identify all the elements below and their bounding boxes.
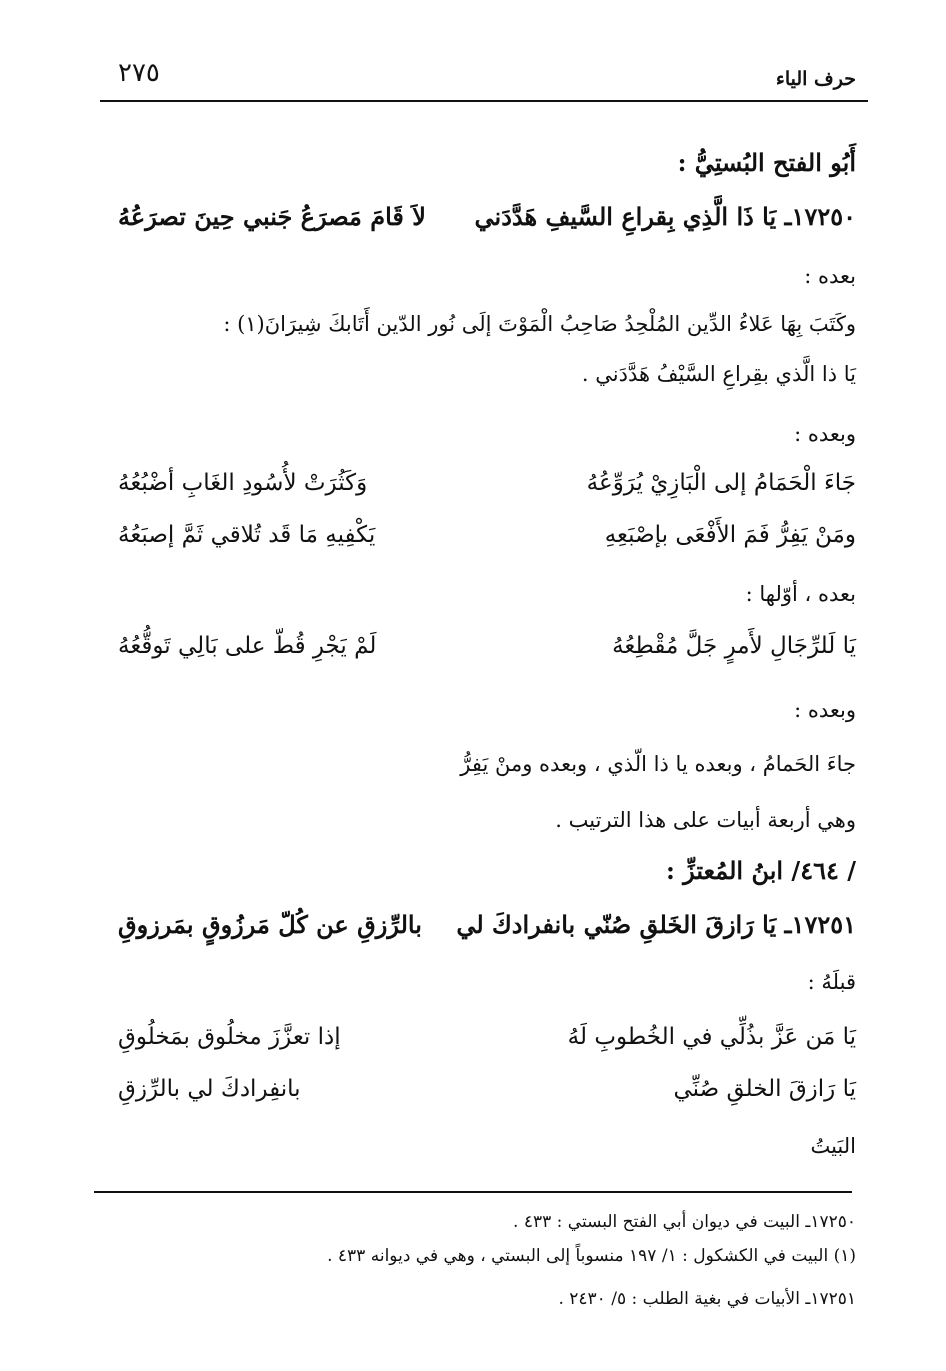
poet-name: أَبُو الفتح البُستِيُّ : xyxy=(677,148,856,177)
quoted-hemistich: يَا مَن عَزَّ بذُلِّي في الخُطوبِ لَهُ xyxy=(567,1024,856,1050)
commentary-line: يَا ذا الَّذي بقِراعِ السَّيْفُ هَدَّدَني . xyxy=(581,362,856,386)
footnote: (١) البيت في الكشكول : ١/ ١٩٧ منسوباً إلى البستي ، وهي في ديوانه ٤٣٣ . xyxy=(327,1246,856,1266)
commentary-label: قبلَهُ : xyxy=(807,970,856,994)
quoted-hemistich: إذا تعزَّزَ مخلُوق بمَخلُوقِ xyxy=(118,1024,341,1050)
commentary-label: بعده ، أوّلها : xyxy=(745,582,856,606)
verse-second-hemistich: بالرِّزقِ عن كُلّ مَرزُوقٍ بمَرزوقِ xyxy=(118,910,422,939)
header-rule xyxy=(100,100,868,102)
quoted-hemistich: لَمْ يَجْرِ قُطّ على بَالِي تَوقُّعُهُ xyxy=(118,633,377,659)
commentary-label: بعده : xyxy=(804,264,856,288)
verse-second-hemistich: لاَ قَامَ مَصرَعُ جَنبي حِينَ تصرَعُهُ xyxy=(118,202,426,231)
quoted-hemistich: جَاءَ الْحَمَامُ إلى الْبَازِيْ يُرَوِّعُهُ xyxy=(586,470,856,496)
commentary-line: جاءَ الحَمامُ ، وبعده يا ذا الّذي ، وبعده ومنْ يَفِرُّ xyxy=(460,752,856,776)
footnote-rule xyxy=(94,1191,852,1193)
commentary-label: وبعده : xyxy=(794,422,856,446)
page-number: ٢٧٥ xyxy=(118,58,160,88)
quoted-hemistich: يَا رَازقَ الخلقِ صُنِّي xyxy=(673,1076,856,1102)
commentary-line: البَيتُ xyxy=(810,1134,856,1158)
commentary-line: وكَتَبَ بِهَا عَلاءُ الدِّين المُلْحِدُ صَاحِبُ الْمَوْتَ إلَى نُور الدّين أَتَابكَ شِيرَانَ(١) : xyxy=(223,312,856,336)
poet-name: / ٤٦٤/ ابنُ المُعتزِّ : xyxy=(665,856,856,885)
verse-first-hemistich: ١٧٢٥٠ـ يَا ذَا الَّذِي بِقراعِ السَّيفِ هَدَّدَني xyxy=(474,202,856,231)
verse-first-hemistich: ١٧٢٥١ـ يَا رَازقَ الخَلقِ صُنّي بانفرادكَ لي xyxy=(456,910,856,939)
footnote: ١٧٢٥١ـ الأبيات في بغية الطلب : ٥/ ٢٤٣٠ . xyxy=(558,1289,856,1309)
commentary-line: وهي أربعة أبيات على هذا الترتيب . xyxy=(555,808,856,832)
quoted-hemistich: يَا لَلرِّجَالِ لأَمرٍ جَلَّ مُقْطِعُهُ xyxy=(612,633,856,659)
quoted-hemistich: بانفِرادكَ لي بالرِّزقِ xyxy=(118,1076,301,1102)
quoted-hemistich: يَكْفِيهِ مَا قَد تُلاقي ثَمَّ إصبَعُهُ xyxy=(118,522,376,548)
quoted-hemistich: ومَنْ يَفِرُّ فَمَ الأَفْعَى بإصْبَعِهِ xyxy=(604,522,856,548)
footnote: ١٧٢٥٠ـ البيت في ديوان أبي الفتح البستي : ٤٣٣ . xyxy=(513,1212,856,1232)
commentary-label: وبعده : xyxy=(794,698,856,722)
quoted-hemistich: وَكَثُرَتْ لأُسُودِ الغَابِ أضْبُعُهُ xyxy=(118,470,368,496)
section-title: حرف الياء xyxy=(775,68,856,90)
